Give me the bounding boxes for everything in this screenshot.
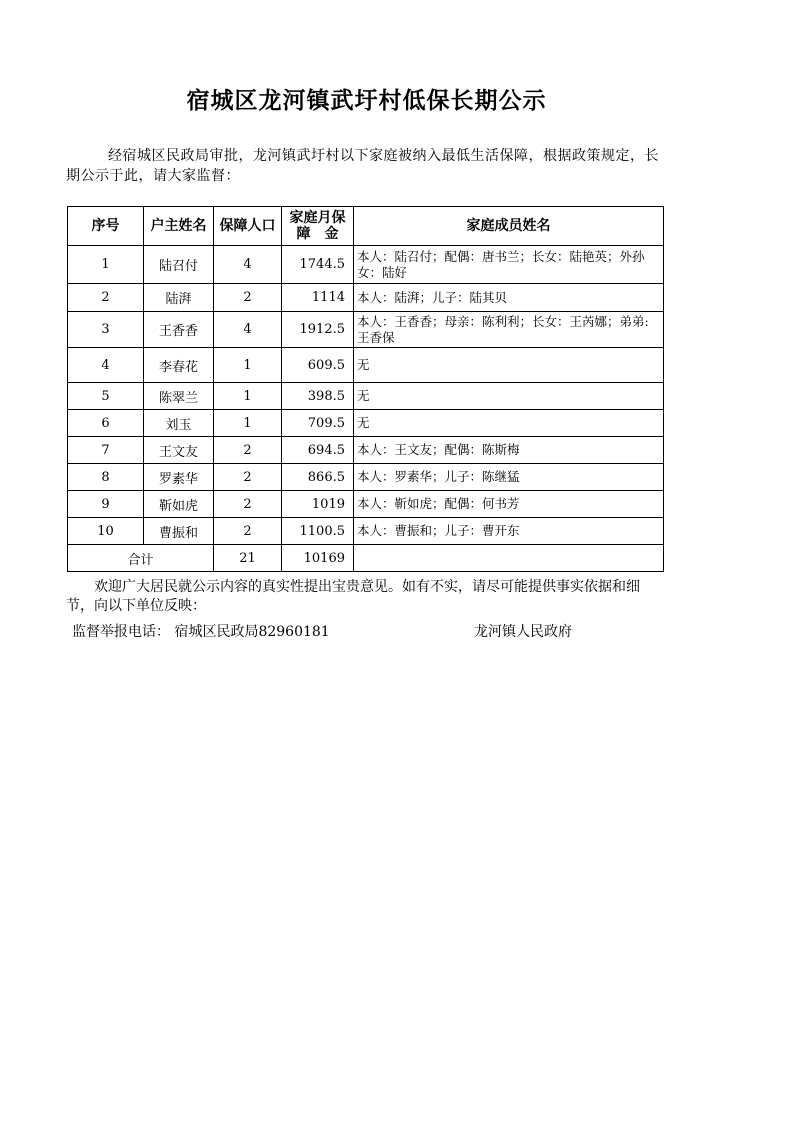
cell-seq: 10 — [68, 518, 144, 545]
cell-seq: 1 — [68, 246, 144, 284]
cell-head-name: 王文友 — [144, 437, 214, 464]
table-row — [68, 284, 664, 312]
table-header-row — [68, 207, 664, 246]
table-row — [68, 491, 664, 518]
cell-seq: 6 — [68, 410, 144, 437]
cell-seq: 9 — [68, 491, 144, 518]
header-monthly-amount — [282, 207, 354, 246]
cell-head-name: 陆召付 — [144, 246, 214, 284]
cell-amount: 1114 — [282, 284, 354, 312]
table-total-row — [68, 545, 664, 572]
recipients-table — [67, 206, 664, 572]
intro-paragraph: 经宿城区民政局审批，龙河镇武圩村以下家庭被纳入最低生活保障，根据政策规定，长期公示于此，请大家监督： — [66, 148, 659, 184]
town-government-text: 龙河镇人民政府 — [474, 624, 572, 640]
feedback-paragraph: 欢迎广大居民就公示内容的真实性提出宝贵意见。如有不实，请尽可能提供事实依据和细节，向以下单位反映： — [66, 579, 640, 614]
cell-head-name: 靳如虎 — [144, 491, 214, 518]
table-row — [68, 348, 664, 383]
cell-count: 4 — [214, 312, 282, 348]
cell-head-name: 曹振和 — [144, 518, 214, 545]
cell-head-name: 王香香 — [144, 312, 214, 348]
header-head-name: 户主姓名 — [144, 207, 214, 246]
header-covered-count: 保障人口 — [214, 207, 282, 246]
header-monthly-amount-line2: 障 金 — [296, 226, 339, 242]
cell-seq: 8 — [68, 464, 144, 491]
contact-line — [72, 621, 672, 645]
cell-amount: 1100.5 — [282, 518, 354, 545]
cell-head-name: 陈翠兰 — [144, 383, 214, 410]
cell-amount: 1912.5 — [282, 312, 354, 348]
cell-seq: 4 — [68, 348, 144, 383]
header-monthly-amount-line1: 家庭月保 — [289, 210, 346, 226]
cell-count: 2 — [214, 464, 282, 491]
cell-members: 无 — [354, 348, 664, 383]
table-row — [68, 246, 664, 284]
table-row — [68, 464, 664, 491]
table-row — [68, 383, 664, 410]
cell-members: 本人：陆湃；儿子：陆其贝 — [354, 284, 664, 312]
cell-members: 本人：王文友；配偶：陈斯梅 — [354, 437, 664, 464]
table-row — [68, 518, 664, 545]
cell-amount: 609.5 — [282, 348, 354, 383]
cell-members: 无 — [354, 383, 664, 410]
total-label: 合计 — [68, 545, 214, 572]
header-family-members: 家庭成员姓名 — [354, 207, 664, 246]
cell-amount: 398.5 — [282, 383, 354, 410]
cell-count: 2 — [214, 437, 282, 464]
cell-head-name: 李春花 — [144, 348, 214, 383]
cell-members: 本人：陆召付；配偶：唐书兰；长女：陆艳英；外孙女：陆好 — [354, 246, 664, 284]
cell-amount: 1019 — [282, 491, 354, 518]
total-count: 21 — [214, 545, 282, 572]
cell-members: 本人：罗素华；儿子：陈继猛 — [354, 464, 664, 491]
cell-amount: 709.5 — [282, 410, 354, 437]
cell-seq: 2 — [68, 284, 144, 312]
cell-members: 无 — [354, 410, 664, 437]
cell-count: 2 — [214, 518, 282, 545]
cell-members: 本人：曹振和；儿子：曹开东 — [354, 518, 664, 545]
table-row — [68, 312, 664, 348]
header-seq: 序号 — [68, 207, 144, 246]
cell-count: 2 — [214, 284, 282, 312]
cell-count: 1 — [214, 410, 282, 437]
hotline-text: 监督举报电话： 宿城区民政局82960181 — [72, 624, 330, 640]
cell-amount: 1744.5 — [282, 246, 354, 284]
cell-seq: 7 — [68, 437, 144, 464]
cell-amount: 866.5 — [282, 464, 354, 491]
table-row — [68, 437, 664, 464]
cell-amount: 694.5 — [282, 437, 354, 464]
page-title: 宿城区龙河镇武圩村低保长期公示 — [186, 88, 547, 114]
total-amount: 10169 — [282, 545, 354, 572]
table-row — [68, 410, 664, 437]
cell-head-name: 陆湃 — [144, 284, 214, 312]
cell-count: 1 — [214, 383, 282, 410]
total-members-empty — [354, 545, 664, 572]
cell-head-name: 刘玉 — [144, 410, 214, 437]
cell-members: 本人：王香香；母亲：陈利利；长女：王芮娜；弟弟:王香保 — [354, 312, 664, 348]
cell-count: 1 — [214, 348, 282, 383]
cell-head-name: 罗素华 — [144, 464, 214, 491]
cell-count: 4 — [214, 246, 282, 284]
cell-members: 本人：靳如虎；配偶：何书芳 — [354, 491, 664, 518]
cell-seq: 5 — [68, 383, 144, 410]
cell-seq: 3 — [68, 312, 144, 348]
cell-count: 2 — [214, 491, 282, 518]
